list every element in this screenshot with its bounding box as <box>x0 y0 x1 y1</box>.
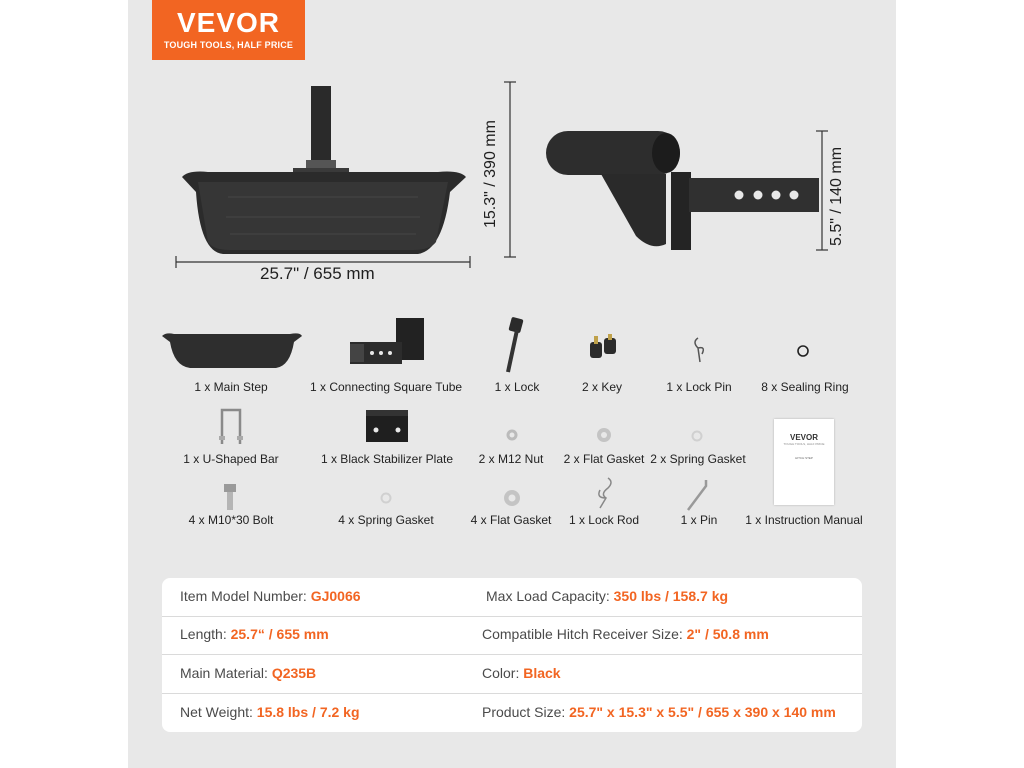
spec-material: Main Material: Q235B <box>180 665 317 681</box>
lock-rod-part-icon <box>594 476 616 510</box>
key-part-icon <box>588 334 622 364</box>
u-shaped-bar-part-icon <box>218 406 244 446</box>
part-label: 4 x Spring Gasket <box>338 513 434 527</box>
spec-color: Color: Black <box>482 665 561 681</box>
spec-row <box>162 616 862 655</box>
part-label: 1 x Instruction Manual <box>745 513 863 527</box>
square-tube-part-icon <box>348 318 438 370</box>
spec-load: Max Load Capacity: 350 lbs / 158.7 kg <box>486 588 729 604</box>
sealing-ring-part-icon <box>796 344 810 358</box>
flat-gasket-part-icon <box>503 489 521 507</box>
instruction-manual-image <box>774 419 834 505</box>
width-dimension: 25.7" / 655 mm <box>260 264 375 283</box>
main-step-part-icon <box>158 330 306 374</box>
depth-dimension: 5.5" / 140 mm <box>828 146 845 246</box>
spec-size: Product Size: 25.7" x 15.3" x 5.5" / 655 x 390 x 140 mm <box>482 704 836 720</box>
logo-tagline: TOUGH TOOLS, HALF PRICE <box>163 40 294 50</box>
manual-brand: VEVOR <box>789 433 818 442</box>
part-label: 1 x Connecting Square Tube <box>310 380 463 394</box>
part-label: 2 x M12 Nut <box>478 452 544 466</box>
logo-brand: VEVOR <box>176 7 281 38</box>
part-label: 4 x M10*30 Bolt <box>188 513 274 527</box>
pin-part-icon <box>684 478 710 512</box>
part-label: 1 x Lock <box>494 380 540 394</box>
spec-receiver: Compatible Hitch Receiver Size: 2" / 50.8 mm <box>482 626 769 642</box>
spec-table <box>162 578 862 732</box>
spec-row <box>162 655 862 694</box>
spec-length: Length: 25.7“ / 655 mm <box>180 626 329 642</box>
step-front-view-image <box>168 82 478 282</box>
spec-model: Item Model Number: GJ0066 <box>180 588 361 604</box>
part-label: 1 x Pin <box>680 513 718 527</box>
part-label: 2 x Key <box>581 380 623 394</box>
m10-bolt-part-icon <box>222 482 238 512</box>
part-label: 1 x Lock Pin <box>666 380 732 394</box>
product-panel <box>128 0 896 768</box>
vevor-logo <box>152 0 305 60</box>
part-label: 1 x U-Shaped Bar <box>183 452 279 466</box>
lock-pin-part-icon <box>690 336 710 364</box>
flat-gasket-part-icon <box>596 427 612 443</box>
spec-row <box>162 578 862 617</box>
m12-nut-part-icon <box>505 428 519 442</box>
height-dimension: 15.3" / 390 mm <box>482 120 499 228</box>
stabilizer-plate-part-icon <box>364 408 410 446</box>
spec-row <box>162 694 862 732</box>
spring-gasket-part-icon <box>380 492 392 504</box>
step-side-view-image <box>526 126 856 266</box>
lock-part-icon <box>500 316 530 376</box>
part-label: 1 x Black Stabilizer Plate <box>320 452 454 466</box>
spec-weight: Net Weight: 15.8 lbs / 7.2 kg <box>180 704 360 720</box>
manual-tagline: TOUGH TOOLS, HALF PRICE <box>783 442 825 446</box>
part-label: 1 x Main Step <box>194 380 268 394</box>
manual-title: HITCH STEP <box>795 456 813 460</box>
part-label: 1 x Lock Rod <box>568 513 640 527</box>
part-label: 4 x Flat Gasket <box>470 513 552 527</box>
part-label: 2 x Flat Gasket <box>563 452 645 466</box>
part-label: 8 x Sealing Ring <box>761 380 849 394</box>
part-label: 2 x Spring Gasket <box>650 452 746 466</box>
spring-gasket-part-icon <box>691 430 703 442</box>
